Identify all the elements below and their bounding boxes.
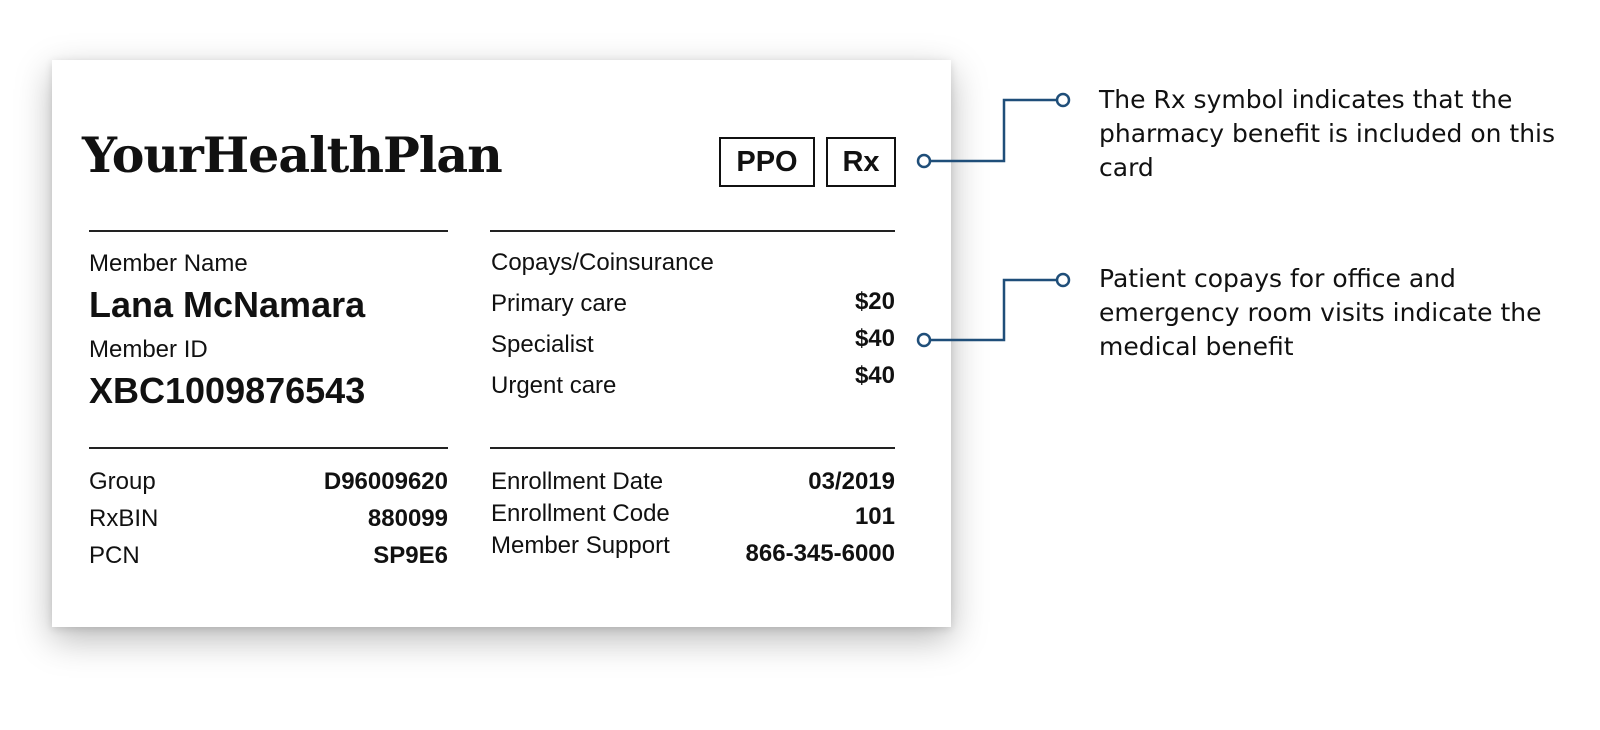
rx-badge: Rx xyxy=(826,137,896,187)
copay-callout-line xyxy=(918,274,1069,346)
member-support-value: 866-345-6000 xyxy=(745,540,895,567)
group-value: D96009620 xyxy=(323,468,448,495)
rx-callout-end-dot xyxy=(1057,94,1069,106)
member-id: XBC1009876543 xyxy=(89,370,366,411)
member-support-label: Member Support xyxy=(491,532,670,559)
rx-annotation: The Rx symbol indicates that the pharmacy benefit is included on this card xyxy=(1099,85,1556,182)
enrollment-code-value: 101 xyxy=(854,503,895,530)
pcn-value: SP9E6 xyxy=(373,542,448,569)
rxbin-value: 880099 xyxy=(367,505,448,532)
group-label: Group xyxy=(89,468,156,495)
rx-callout-line xyxy=(918,94,1069,167)
copay-value: $20 xyxy=(854,288,895,315)
copay-value: $40 xyxy=(854,325,895,352)
copay-label: Primary care xyxy=(491,290,628,317)
plan-brand: YourHealthPlan xyxy=(82,126,502,184)
rx-callout-start-dot xyxy=(918,155,930,167)
member-name-label: Member Name xyxy=(89,250,248,277)
enrollment-date-label: Enrollment Date xyxy=(491,468,664,495)
copay-annotation: Patient copays for office and emergency room visits indicate the medical benefit xyxy=(1099,264,1542,361)
copay-callout-end-dot xyxy=(1057,274,1069,286)
copay-label: Urgent care xyxy=(491,372,617,399)
pcn-label: PCN xyxy=(89,542,140,569)
copay-callout-start-dot xyxy=(918,334,930,346)
copays-title: Copays/Coinsurance xyxy=(491,249,714,276)
enrollment-code-label: Enrollment Code xyxy=(491,500,670,527)
rxbin-label: RxBIN xyxy=(89,505,159,532)
member-name: Lana McNamara xyxy=(89,284,366,325)
copay-value: $40 xyxy=(854,362,895,389)
ppo-badge: PPO xyxy=(719,137,815,187)
enrollment-date-value: 03/2019 xyxy=(808,468,895,495)
copay-label: Specialist xyxy=(491,331,594,358)
member-id-label: Member ID xyxy=(89,336,208,363)
